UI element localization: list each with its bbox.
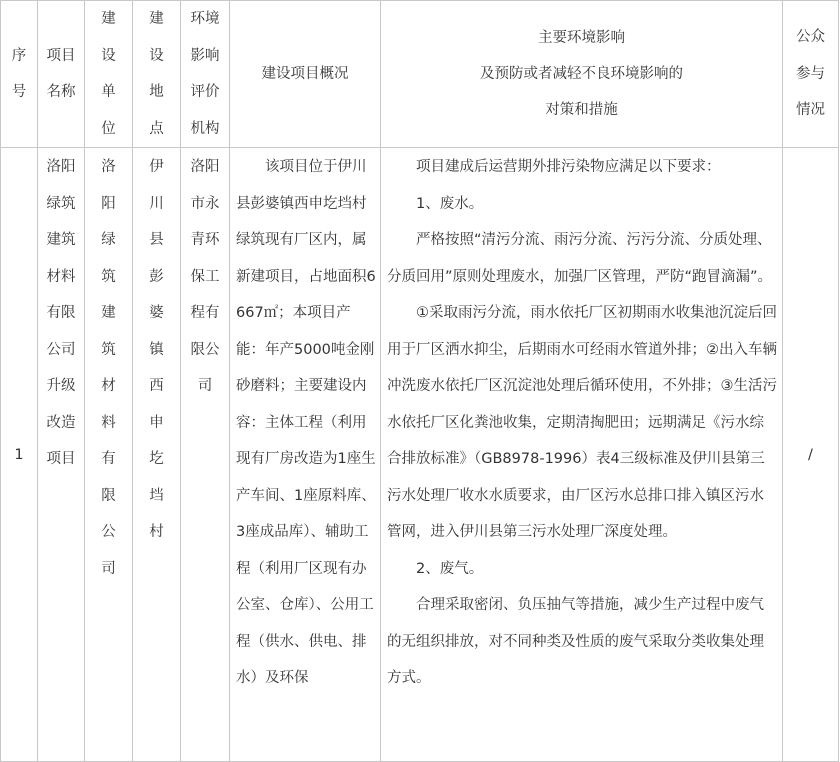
impact-wastewater-heading: 1、废水。 xyxy=(416,195,484,212)
cell-project-name: 洛阳 绿筑 建筑 材料 有限 公司 升级 改造 项目 xyxy=(38,148,85,762)
cell-seq: 1 xyxy=(1,148,38,762)
header-impact-line2: 及预防或者减轻不良环境影响的 xyxy=(480,66,683,82)
impact-exhaust-heading: 2、废气。 xyxy=(416,560,484,577)
impact-wastewater-measures: ①采取雨污分流，雨水依托厂区初期雨水收集池沉淀后回用于厂区洒水抑尘，后期雨水可经雨水管道外排；②出入车辆冲洗废水依托厂区沉淀池处理后循环使用，不外排；③生活污水依托厂区化粪池收集，定期清掏肥田；远期满足《污水综合排放标准》（GB8978-1996）表4三级标准及伊川县第三污水处理厂收水水质要求，由厂区污水总排口排入镇区污水管网，进入伊川县第三污水处理厂深度处理。 xyxy=(387,305,777,540)
header-impact-line1: 主要环境影响 xyxy=(538,30,625,46)
header-location: 建 设 地 点 xyxy=(133,1,181,148)
impact-wastewater-principle: 严格按照“清污分流、雨污分流、污污分流、分质处理、分质回用”原则处理废水，加强厂区管理，严防“跑冒滴漏”。 xyxy=(387,232,773,285)
impact-intro: 项目建成后运营期外排污染物应满足以下要求： xyxy=(416,159,721,175)
header-impact xyxy=(381,1,783,148)
cell-overview: 该项目位于伊川县彭婆镇西申圪垱村绿筑现有厂区内，属新建项目，占地面积6667㎡；本项目产能：年产5000吨金刚砂磨料；主要建设内容：主体工程（利用现有厂房改造为1座生产车间、1座原料库、3座成品库）、辅助工程（利用厂区现有办公室、仓库）、公用工程（供水、供电、排水）及环保 xyxy=(230,148,381,762)
cell-eia-org: 洛阳 市永 青环 保工 程有 限公 司 xyxy=(181,148,230,762)
header-row xyxy=(1,1,839,148)
cell-builder: 洛 阳 绿 筑 建 筑 材 料 有 限 公 司 xyxy=(85,148,133,762)
cell-location: 伊 川 县 彭 婆 镇 西 申 圪 垱 村 xyxy=(133,148,181,762)
header-seq: 序 号 xyxy=(1,1,38,148)
header-public: 公众 参与 情况 xyxy=(783,1,839,148)
cell-impact xyxy=(381,148,783,762)
header-eia-org: 环境 影响 评价 机构 xyxy=(181,1,230,148)
header-builder: 建 设 单 位 xyxy=(85,1,133,148)
header-project-name: 项目 名称 xyxy=(38,1,85,148)
cell-public: / xyxy=(783,148,839,762)
header-overview: 建设项目概况 xyxy=(230,1,381,148)
table-row xyxy=(1,148,839,762)
impact-exhaust-measures: 合理采取密闭、负压抽气等措施，减少生产过程中废气的无组织排放，对不同种类及性质的废气采取分类收集处理方式。 xyxy=(387,597,764,686)
header-impact-line3: 对策和措施 xyxy=(545,102,618,118)
